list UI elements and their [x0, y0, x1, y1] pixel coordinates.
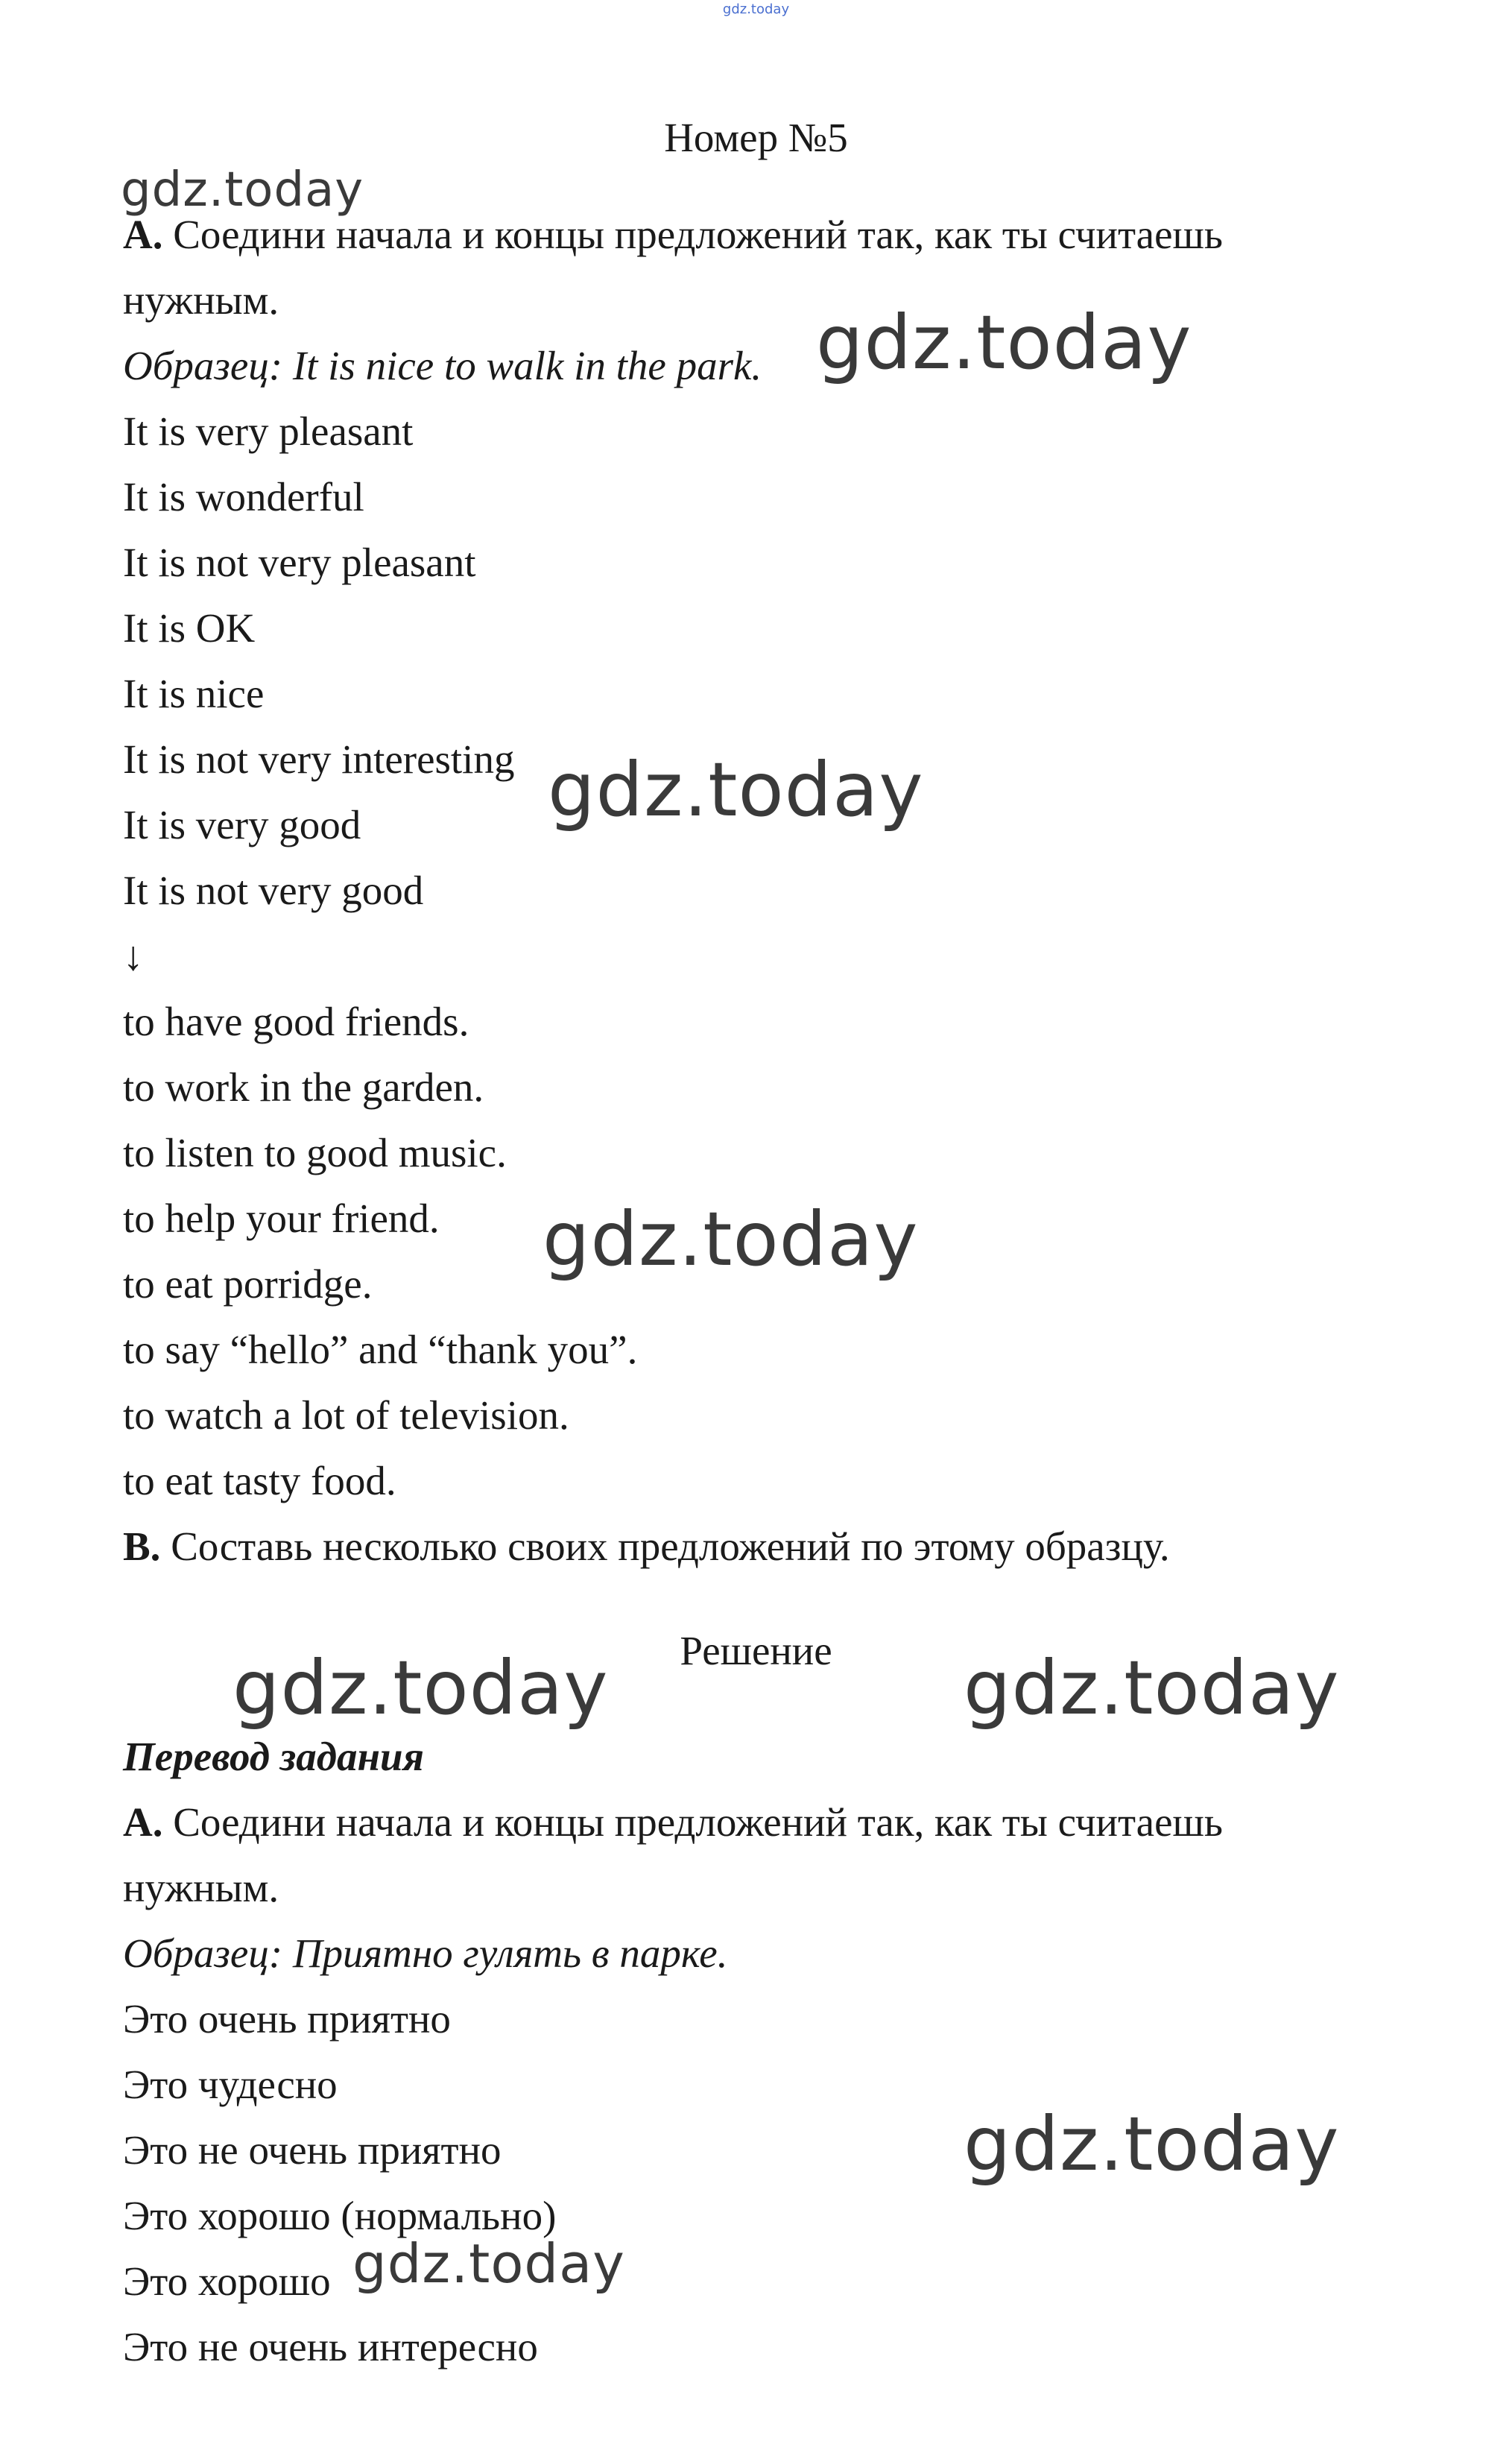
solution-part-a-line-2: нужным.	[123, 1865, 279, 1910]
ending-item: to help your friend.	[123, 1196, 440, 1241]
solution-beginning-item: Это очень приятно	[123, 1996, 451, 2042]
ending-item: to eat porridge.	[123, 1261, 373, 1307]
solution-example: Образец: Приятно гулять в парке.	[123, 1930, 728, 1976]
watermark-text: gdz.today	[233, 1644, 609, 1731]
solution-beginning-item: Это хорошо	[123, 2258, 331, 2304]
task-part-b-text: Составь несколько своих предложений по этому образцу.	[160, 1524, 1170, 1569]
ending-item: to have good friends.	[123, 999, 469, 1044]
ending-item: to listen to good music.	[123, 1130, 507, 1175]
solution-heading: Решение	[680, 1628, 832, 1673]
task-part-a-text-1: Соедини начала и концы предложений так, как ты считаешь	[162, 212, 1223, 257]
ending-item: to say “hello” and “thank you”.	[123, 1327, 638, 1372]
solution-beginning-item: Это не очень приятно	[123, 2127, 502, 2173]
down-arrow: ↓	[123, 933, 144, 979]
solution-part-a-label: A.	[123, 1799, 163, 1845]
beginning-item: It is wonderful	[123, 474, 364, 520]
watermark-text: gdz.today	[543, 1196, 919, 1283]
solution-part-a-line-1	[123, 1800, 1223, 1845]
watermark-text: gdz.today	[352, 2232, 625, 2295]
task-part-a-label: A.	[123, 212, 163, 257]
beginning-item: It is not very interesting	[123, 736, 515, 782]
watermark-text: gdz.today	[816, 299, 1192, 386]
solution-beginning-item: Это чудесно	[123, 2062, 338, 2107]
ending-item: to eat tasty food.	[123, 1458, 396, 1503]
beginning-item: It is very good	[123, 802, 361, 847]
ending-item: to watch a lot of television.	[123, 1392, 569, 1438]
task-part-b	[123, 1524, 1170, 1569]
task-part-a-line-1	[123, 212, 1223, 257]
watermark-text: gdz.today	[964, 2100, 1340, 2188]
beginning-item: It is not very good	[123, 868, 424, 913]
beginning-item: It is not very pleasant	[123, 540, 476, 585]
translation-heading: Перевод задания	[123, 1734, 424, 1779]
beginning-item: It is nice	[123, 671, 265, 716]
watermark-text: gdz.today	[964, 1644, 1340, 1731]
watermark-text: gdz.today	[121, 162, 364, 218]
task-part-b-label: B.	[123, 1524, 161, 1569]
solution-part-a-text-1: Соедини начала и концы предложений так, как ты считаешь	[162, 1799, 1223, 1845]
beginning-item: It is very pleasant	[123, 408, 414, 454]
solution-beginning-item: Это хорошо (нормально)	[123, 2193, 557, 2238]
task-title: Номер №5	[664, 115, 848, 160]
task-example: Образец: It is nice to walk in the park.	[123, 343, 762, 388]
solution-beginning-item: Это не очень интересно	[123, 2324, 538, 2369]
top-watermark: gdz.today	[722, 1, 790, 17]
watermark-text: gdz.today	[548, 746, 924, 833]
beginning-item: It is OK	[123, 605, 256, 651]
ending-item: to work in the garden.	[123, 1064, 484, 1110]
task-part-a-line-2: нужным.	[123, 277, 279, 323]
